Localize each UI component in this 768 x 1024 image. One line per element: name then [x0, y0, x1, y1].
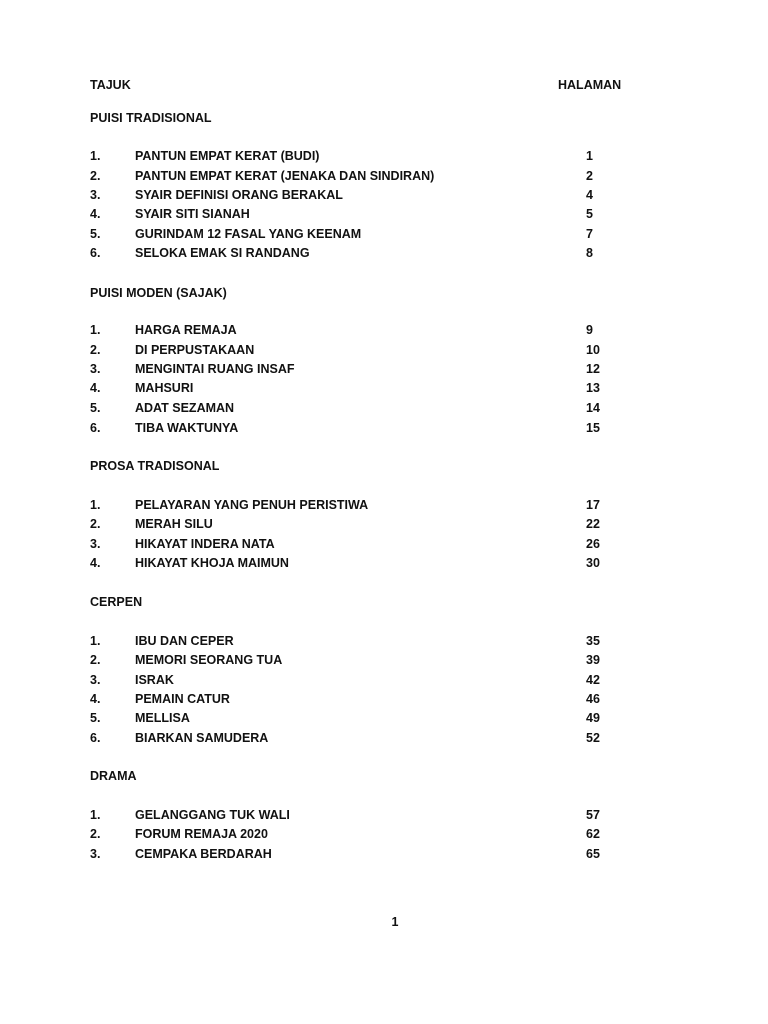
item-title: TIBA WAKTUNYA — [135, 421, 239, 435]
item-page: 9 — [586, 323, 593, 337]
list-item — [90, 381, 620, 399]
item-page: 14 — [586, 401, 600, 415]
item-number: 2. — [90, 517, 101, 531]
item-number: 2. — [90, 343, 101, 357]
list-item — [90, 653, 620, 671]
list-item — [90, 498, 620, 516]
item-page: 2 — [586, 169, 593, 183]
list-item — [90, 169, 620, 187]
list-item — [90, 149, 620, 167]
item-number: 5. — [90, 711, 101, 725]
list-item — [90, 401, 620, 419]
item-number: 3. — [90, 362, 101, 376]
item-number: 4. — [90, 556, 101, 570]
section-title: PUISI TRADISIONAL — [90, 111, 212, 125]
item-title: GURINDAM 12 FASAL YANG KEENAM — [135, 227, 362, 241]
item-page: 42 — [586, 673, 600, 687]
item-page: 17 — [586, 498, 600, 512]
item-title: PANTUN EMPAT KERAT (BUDI) — [135, 149, 320, 163]
item-title: CEMPAKA BERDARAH — [135, 847, 272, 861]
section-title: PUISI MODEN (SAJAK) — [90, 286, 227, 300]
item-page: 26 — [586, 537, 600, 551]
item-title: MERAH SILU — [135, 517, 213, 531]
item-page: 39 — [586, 653, 600, 667]
item-title: MAHSURI — [135, 381, 194, 395]
toc-header — [90, 78, 630, 96]
item-page: 5 — [586, 207, 593, 221]
item-page: 49 — [586, 711, 600, 725]
item-title: HIKAYAT KHOJA MAIMUN — [135, 556, 289, 570]
item-title: HIKAYAT INDERA NATA — [135, 537, 275, 551]
item-number: 4. — [90, 381, 101, 395]
item-page: 8 — [586, 246, 593, 260]
item-title: SYAIR DEFINISI ORANG BERAKAL — [135, 188, 343, 202]
item-title: PEMAIN CATUR — [135, 692, 230, 706]
list-item — [90, 227, 620, 245]
item-title: ADAT SEZAMAN — [135, 401, 235, 415]
list-item — [90, 634, 620, 652]
item-number: 1. — [90, 149, 101, 163]
list-item — [90, 362, 620, 380]
list-item — [90, 421, 620, 439]
item-number: 1. — [90, 634, 101, 648]
item-number: 6. — [90, 421, 101, 435]
item-title: IBU DAN CEPER — [135, 634, 234, 648]
item-page: 12 — [586, 362, 600, 376]
item-title: FORUM REMAJA 2020 — [135, 827, 268, 841]
item-title: PANTUN EMPAT KERAT (JENAKA DAN SINDIRAN) — [135, 169, 435, 183]
item-number: 5. — [90, 401, 101, 415]
item-number: 3. — [90, 188, 101, 202]
list-item — [90, 207, 620, 225]
item-number: 2. — [90, 827, 101, 841]
section-title: CERPEN — [90, 595, 143, 609]
item-page: 57 — [586, 808, 600, 822]
header-halaman: HALAMAN — [558, 78, 622, 92]
item-number: 3. — [90, 673, 101, 687]
list-item — [90, 711, 620, 729]
item-page: 4 — [586, 188, 593, 202]
item-number: 3. — [90, 537, 101, 551]
item-title: SYAIR SITI SIANAH — [135, 207, 250, 221]
list-item — [90, 188, 620, 206]
list-item — [90, 673, 620, 691]
item-number: 5. — [90, 227, 101, 241]
section-title: DRAMA — [90, 769, 137, 783]
item-page: 1 — [586, 149, 593, 163]
item-title: SELOKA EMAK SI RANDANG — [135, 246, 310, 260]
item-number: 6. — [90, 246, 101, 260]
item-page: 7 — [586, 227, 593, 241]
item-number: 1. — [90, 323, 101, 337]
item-title: PELAYARAN YANG PENUH PERISTIWA — [135, 498, 369, 512]
item-title: MELLISA — [135, 711, 190, 725]
item-title: MEMORI SEORANG TUA — [135, 653, 283, 667]
list-item — [90, 343, 620, 361]
section-title: PROSA TRADISONAL — [90, 459, 220, 473]
header-tajuk: TAJUK — [90, 78, 131, 92]
item-title: MENGINTAI RUANG INSAF — [135, 362, 295, 376]
item-number: 4. — [90, 207, 101, 221]
item-title: BIARKAN SAMUDERA — [135, 731, 269, 745]
list-item — [90, 517, 620, 535]
footer-page-number: 1 — [391, 915, 399, 929]
item-number: 1. — [90, 808, 101, 822]
item-number: 6. — [90, 731, 101, 745]
item-page: 22 — [586, 517, 600, 531]
item-page: 13 — [586, 381, 600, 395]
item-title: DI PERPUSTAKAAN — [135, 343, 255, 357]
item-number: 3. — [90, 847, 101, 861]
item-page: 35 — [586, 634, 600, 648]
item-title: HARGA REMAJA — [135, 323, 237, 337]
list-item — [90, 246, 620, 264]
item-number: 1. — [90, 498, 101, 512]
item-title: ISRAK — [135, 673, 174, 687]
item-page: 30 — [586, 556, 600, 570]
list-item — [90, 692, 620, 710]
item-page: 52 — [586, 731, 600, 745]
list-item — [90, 556, 620, 574]
list-item — [90, 827, 620, 845]
item-page: 62 — [586, 827, 600, 841]
item-number: 2. — [90, 653, 101, 667]
list-item — [90, 537, 620, 555]
item-page: 65 — [586, 847, 600, 861]
list-item — [90, 323, 620, 341]
item-page: 15 — [586, 421, 600, 435]
item-page: 46 — [586, 692, 600, 706]
item-number: 2. — [90, 169, 101, 183]
item-page: 10 — [586, 343, 600, 357]
list-item — [90, 847, 620, 865]
page-footer — [0, 915, 768, 929]
list-item — [90, 731, 620, 749]
item-title: GELANGGANG TUK WALI — [135, 808, 290, 822]
list-item — [90, 808, 620, 826]
item-number: 4. — [90, 692, 101, 706]
